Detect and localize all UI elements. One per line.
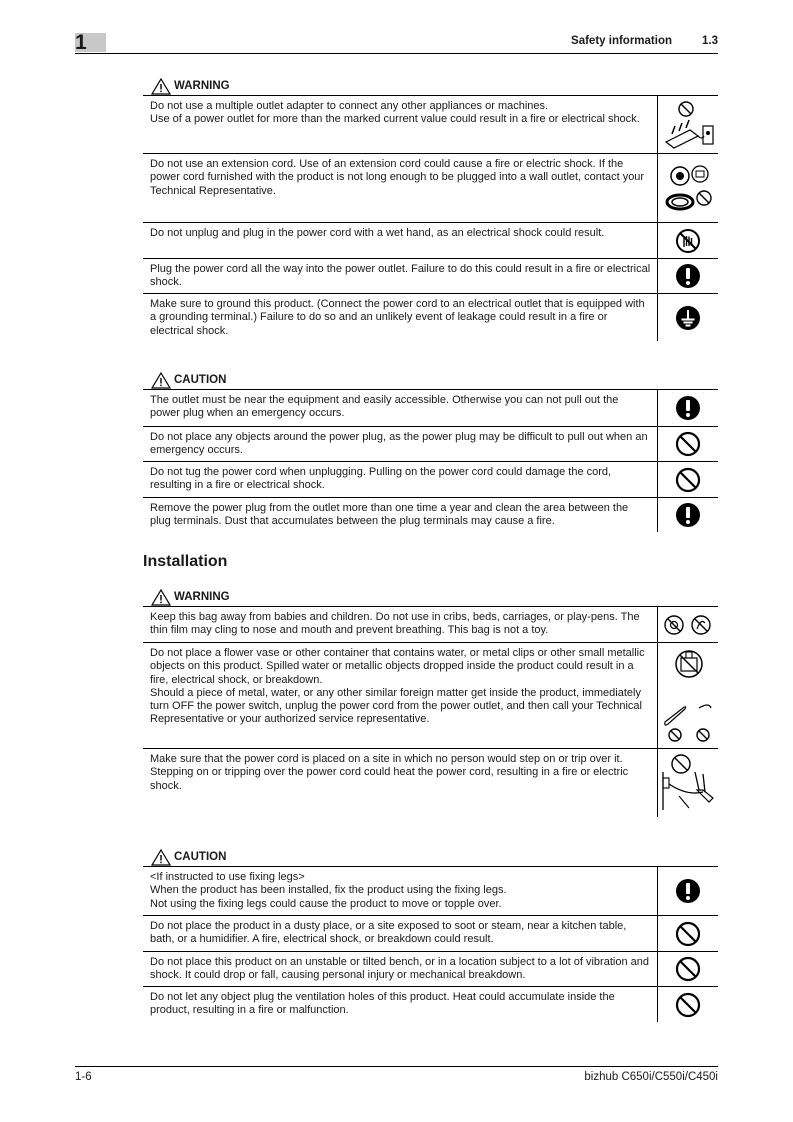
safety-text: Plug the power cord all the way into the power outlet. Failure to do this could result in a fire or electrical shock. <box>150 263 651 289</box>
vase-and-clips-prohibited-icon <box>657 643 718 748</box>
header-title: Safety information <box>571 35 672 47</box>
safety-row <box>143 915 718 951</box>
safety-text: Do not let any object plug the ventilation holes of this product. Heat could accumulate inside the product, resulting in a fire or malfunction. <box>150 991 615 1017</box>
prohibited-icon <box>657 916 718 951</box>
safety-text: Remove the power plug from the outlet more than one time a year and clean the area between the plug terminals. Dust that accumulates between the plug terminals may cause a fire. <box>150 502 629 528</box>
safety-text: Do not place any objects around the power plug, as the power plug may be difficult to pull out when an emergency occurs. <box>150 431 648 457</box>
prohibited-icon <box>657 462 718 497</box>
safety-text: Do not unplug and plug in the power cord with a wet hand, as an electrical shock could result. <box>150 227 605 239</box>
caution-heading: CAUTION <box>143 848 718 866</box>
warning-triangle-icon <box>151 849 171 866</box>
safety-text: <If instructed to use fixing legs> When the product has been installed, fix the product using the fixing legs. Not using the fixing legs could cause the product to move or topple over. <box>150 871 507 910</box>
chapter-number: 1 <box>75 31 87 54</box>
prohibited-icon <box>657 952 718 986</box>
safety-row <box>143 293 718 341</box>
warning-block-power <box>143 77 718 341</box>
safety-row <box>143 426 718 461</box>
safety-text: Do not use an extension cord. Use of an extension cord could cause a fire or electric shock. If the power cord furnished with the product is not long enough to be plugged into a wall outlet, contact your Technical Representative. <box>150 158 645 197</box>
mandatory-action-icon <box>657 498 718 532</box>
safety-text: Make sure that the power cord is placed on a site in which no person would step on or trip over it. Stepping on or tripping over the power cord could heat the power cord, resulting in a fire or electric shock. <box>150 753 629 792</box>
safety-row <box>143 642 718 748</box>
warning-heading: WARNING <box>143 77 718 95</box>
plastic-bag-prohibited-icon <box>657 607 718 642</box>
prohibited-icon <box>657 427 718 461</box>
caution-heading: CAUTION <box>143 371 718 389</box>
safety-row <box>143 389 718 426</box>
caution-block-installation <box>143 848 718 1022</box>
safety-text: Do not place a flower vase or other container that contains water, or metal clips or other small metallic objects on this product. Spilled water or metallic objects dropped inside the product could result in a fire, electrical shock, or breakdown. Should a piece of metal, water, or any other similar foreign matter get inside the product, immediately turn OFF the power switch, unplug the power cord from the power outlet, and then call your Technical Representative or your authorized service representative. <box>150 647 645 726</box>
warning-heading: WARNING <box>143 588 718 606</box>
footer-page-number: 1-6 <box>75 1071 92 1083</box>
safety-row <box>143 986 718 1022</box>
safety-row <box>143 866 718 915</box>
mandatory-action-icon <box>657 867 718 915</box>
multiple-outlet-prohibited-icon <box>657 96 718 153</box>
safety-text: Do not tug the power cord when unplugging. Pulling on the power cord could damage the cord, resulting in a fire or electrical shock. <box>150 466 612 492</box>
safety-row <box>143 153 718 222</box>
warning-triangle-icon <box>151 589 171 606</box>
safety-row <box>143 606 718 642</box>
header-section-number: 1.3 <box>702 35 718 47</box>
safety-row <box>143 222 718 258</box>
safety-text: Do not place the product in a dusty place, or a site exposed to soot or steam, near a kitchen table, bath, or a humidifier. A fire, electrical shock, or breakdown could result. <box>150 920 627 946</box>
footer-model-name: bizhub C650i/C550i/C450i <box>584 1071 718 1083</box>
safety-text: Do not use a multiple outlet adapter to connect any other appliances or machines. Use of a power outlet for more than the marked current value could result in a fire or electrical shock. <box>150 100 640 126</box>
mandatory-action-icon <box>657 259 718 293</box>
installation-heading: Installation <box>143 553 228 570</box>
safety-row <box>143 951 718 986</box>
warning-triangle-icon <box>151 78 171 95</box>
caution-block-power <box>143 371 718 532</box>
safety-text: Do not place this product on an unstable or tilted bench, or in a location subject to a lot of vibration and shock. It could drop or fall, causing personal injury or mechanical breakdown. <box>150 956 649 982</box>
extension-cord-prohibited-icon <box>657 154 718 222</box>
warning-block-installation <box>143 588 718 817</box>
ground-icon <box>657 294 718 341</box>
safety-row <box>143 748 718 817</box>
safety-text: Make sure to ground this product. (Connect the power cord to an electrical outlet that is equipped with a grounding terminal.) Failure to do so and an unlikely event of leakage could result in a fire or electrical shock. <box>150 298 645 337</box>
header-rule <box>75 53 718 54</box>
safety-text: Keep this bag away from babies and children. Do not use in cribs, beds, carriages, or play-pens. The thin film may cling to nose and mouth and prevent breathing. This bag is not a toy. <box>150 611 640 637</box>
safety-row <box>143 95 718 153</box>
safety-row <box>143 461 718 497</box>
safety-row <box>143 258 718 293</box>
wet-hand-prohibited-icon <box>657 223 718 258</box>
warning-triangle-icon <box>151 372 171 389</box>
mandatory-action-icon <box>657 390 718 426</box>
prohibited-icon <box>657 987 718 1022</box>
footer-rule <box>75 1066 718 1067</box>
safety-row <box>143 497 718 532</box>
safety-text: The outlet must be near the equipment and easily accessible. Otherwise you can not pull out the power plug when an emergency occurs. <box>150 394 619 420</box>
trip-on-cord-prohibited-icon <box>657 749 718 817</box>
